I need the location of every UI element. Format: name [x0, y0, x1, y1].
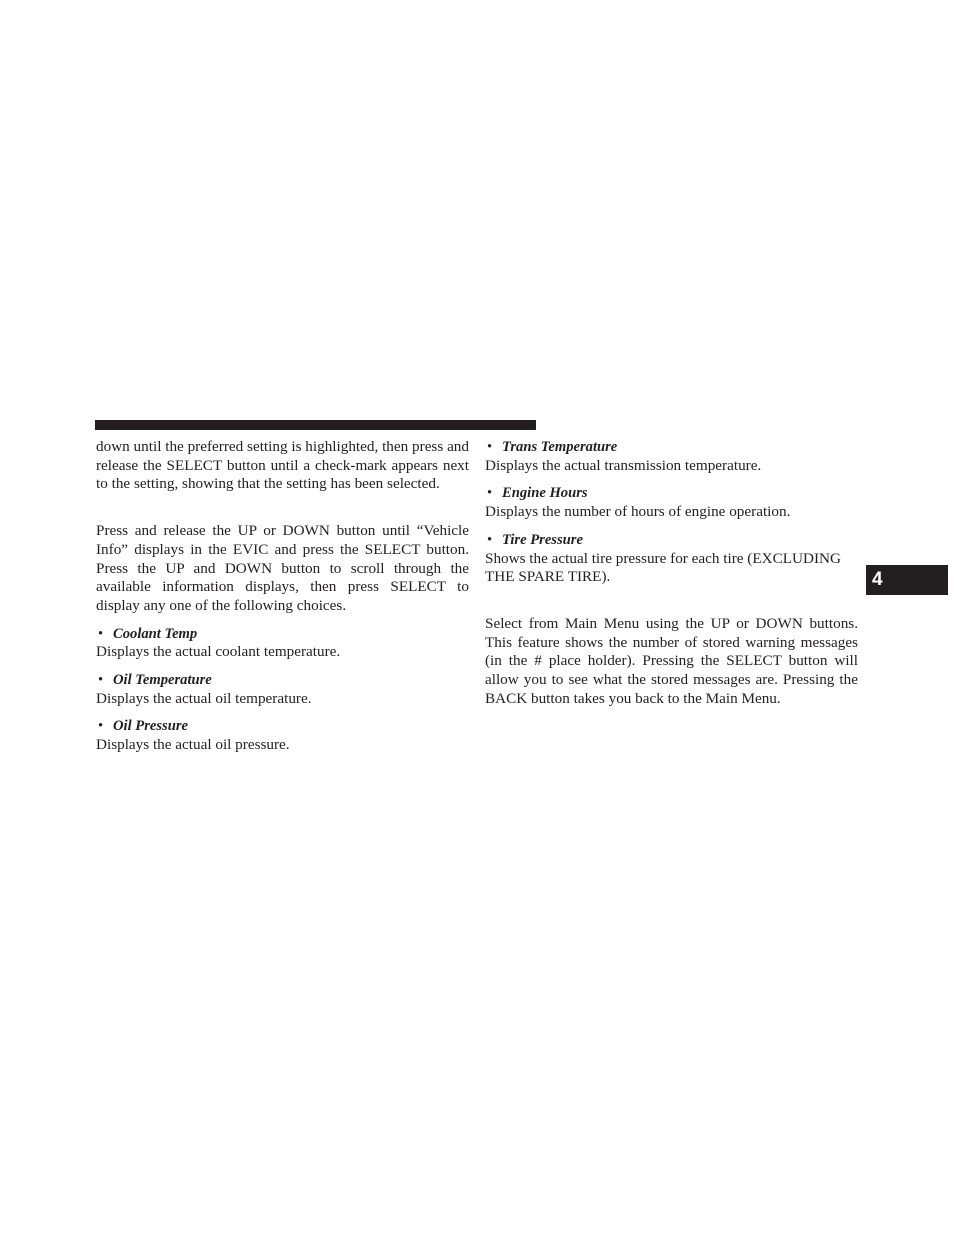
bullet-icon: •	[98, 625, 104, 642]
list-item-coolant-temp	[96, 625, 469, 662]
item-description: Shows the actual tire pressure for each tire (EXCLUDING THE SPARE TIRE).	[485, 549, 841, 586]
item-title: Tire Pressure	[502, 531, 583, 548]
item-title: Oil Pressure	[113, 718, 188, 735]
list-item-oil-pressure	[96, 717, 469, 754]
bullet-icon: •	[98, 718, 104, 735]
item-title: Engine Hours	[502, 485, 588, 502]
stored-messages-paragraph: Select from Main Menu using the UP or DOWN buttons. This feature shows the number of stored warning messages (in the # place holder). Pressing the SELECT button will allow you to see what the stored messages are. Pressing the BACK button takes you back to the Main Menu.	[485, 614, 858, 707]
item-description: Displays the actual oil pressure.	[96, 736, 290, 754]
list-item-engine-hours	[485, 484, 858, 521]
list-item-trans-temperature	[485, 438, 858, 475]
intro-paragraph: down until the preferred setting is highlighted, then press and release the SELECT button until a check-mark appears next to the setting, showing that the setting has been selected.	[96, 438, 469, 493]
item-title: Oil Temperature	[113, 672, 212, 689]
bullet-icon: •	[487, 485, 493, 502]
bullet-icon: •	[98, 672, 104, 689]
item-description: Displays the actual oil temperature.	[96, 689, 312, 707]
chapter-tab	[866, 565, 948, 595]
item-description: Displays the actual coolant temperature.	[96, 643, 341, 661]
section-header-rule	[95, 420, 536, 430]
vehicle-info-paragraph: Press and release the UP or DOWN button until “Vehicle Info” displays in the EVIC and press the SELECT button. Press the UP and DOWN button to scroll through the available information displays, then press SELECT to display any one of the following choices.	[96, 522, 469, 614]
left-column	[96, 438, 469, 755]
bullet-icon: •	[487, 439, 493, 455]
item-title: Trans Temperature	[502, 439, 618, 455]
right-column	[485, 438, 858, 708]
item-description: Displays the number of hours of engine operation.	[485, 503, 791, 521]
item-description: Displays the actual transmission temperature.	[485, 456, 762, 474]
list-item-oil-temperature	[96, 671, 469, 708]
list-item-tire-pressure	[485, 531, 858, 587]
bullet-icon: •	[487, 531, 493, 548]
chapter-number: 4	[872, 569, 883, 590]
item-title: Coolant Temp	[113, 625, 198, 642]
